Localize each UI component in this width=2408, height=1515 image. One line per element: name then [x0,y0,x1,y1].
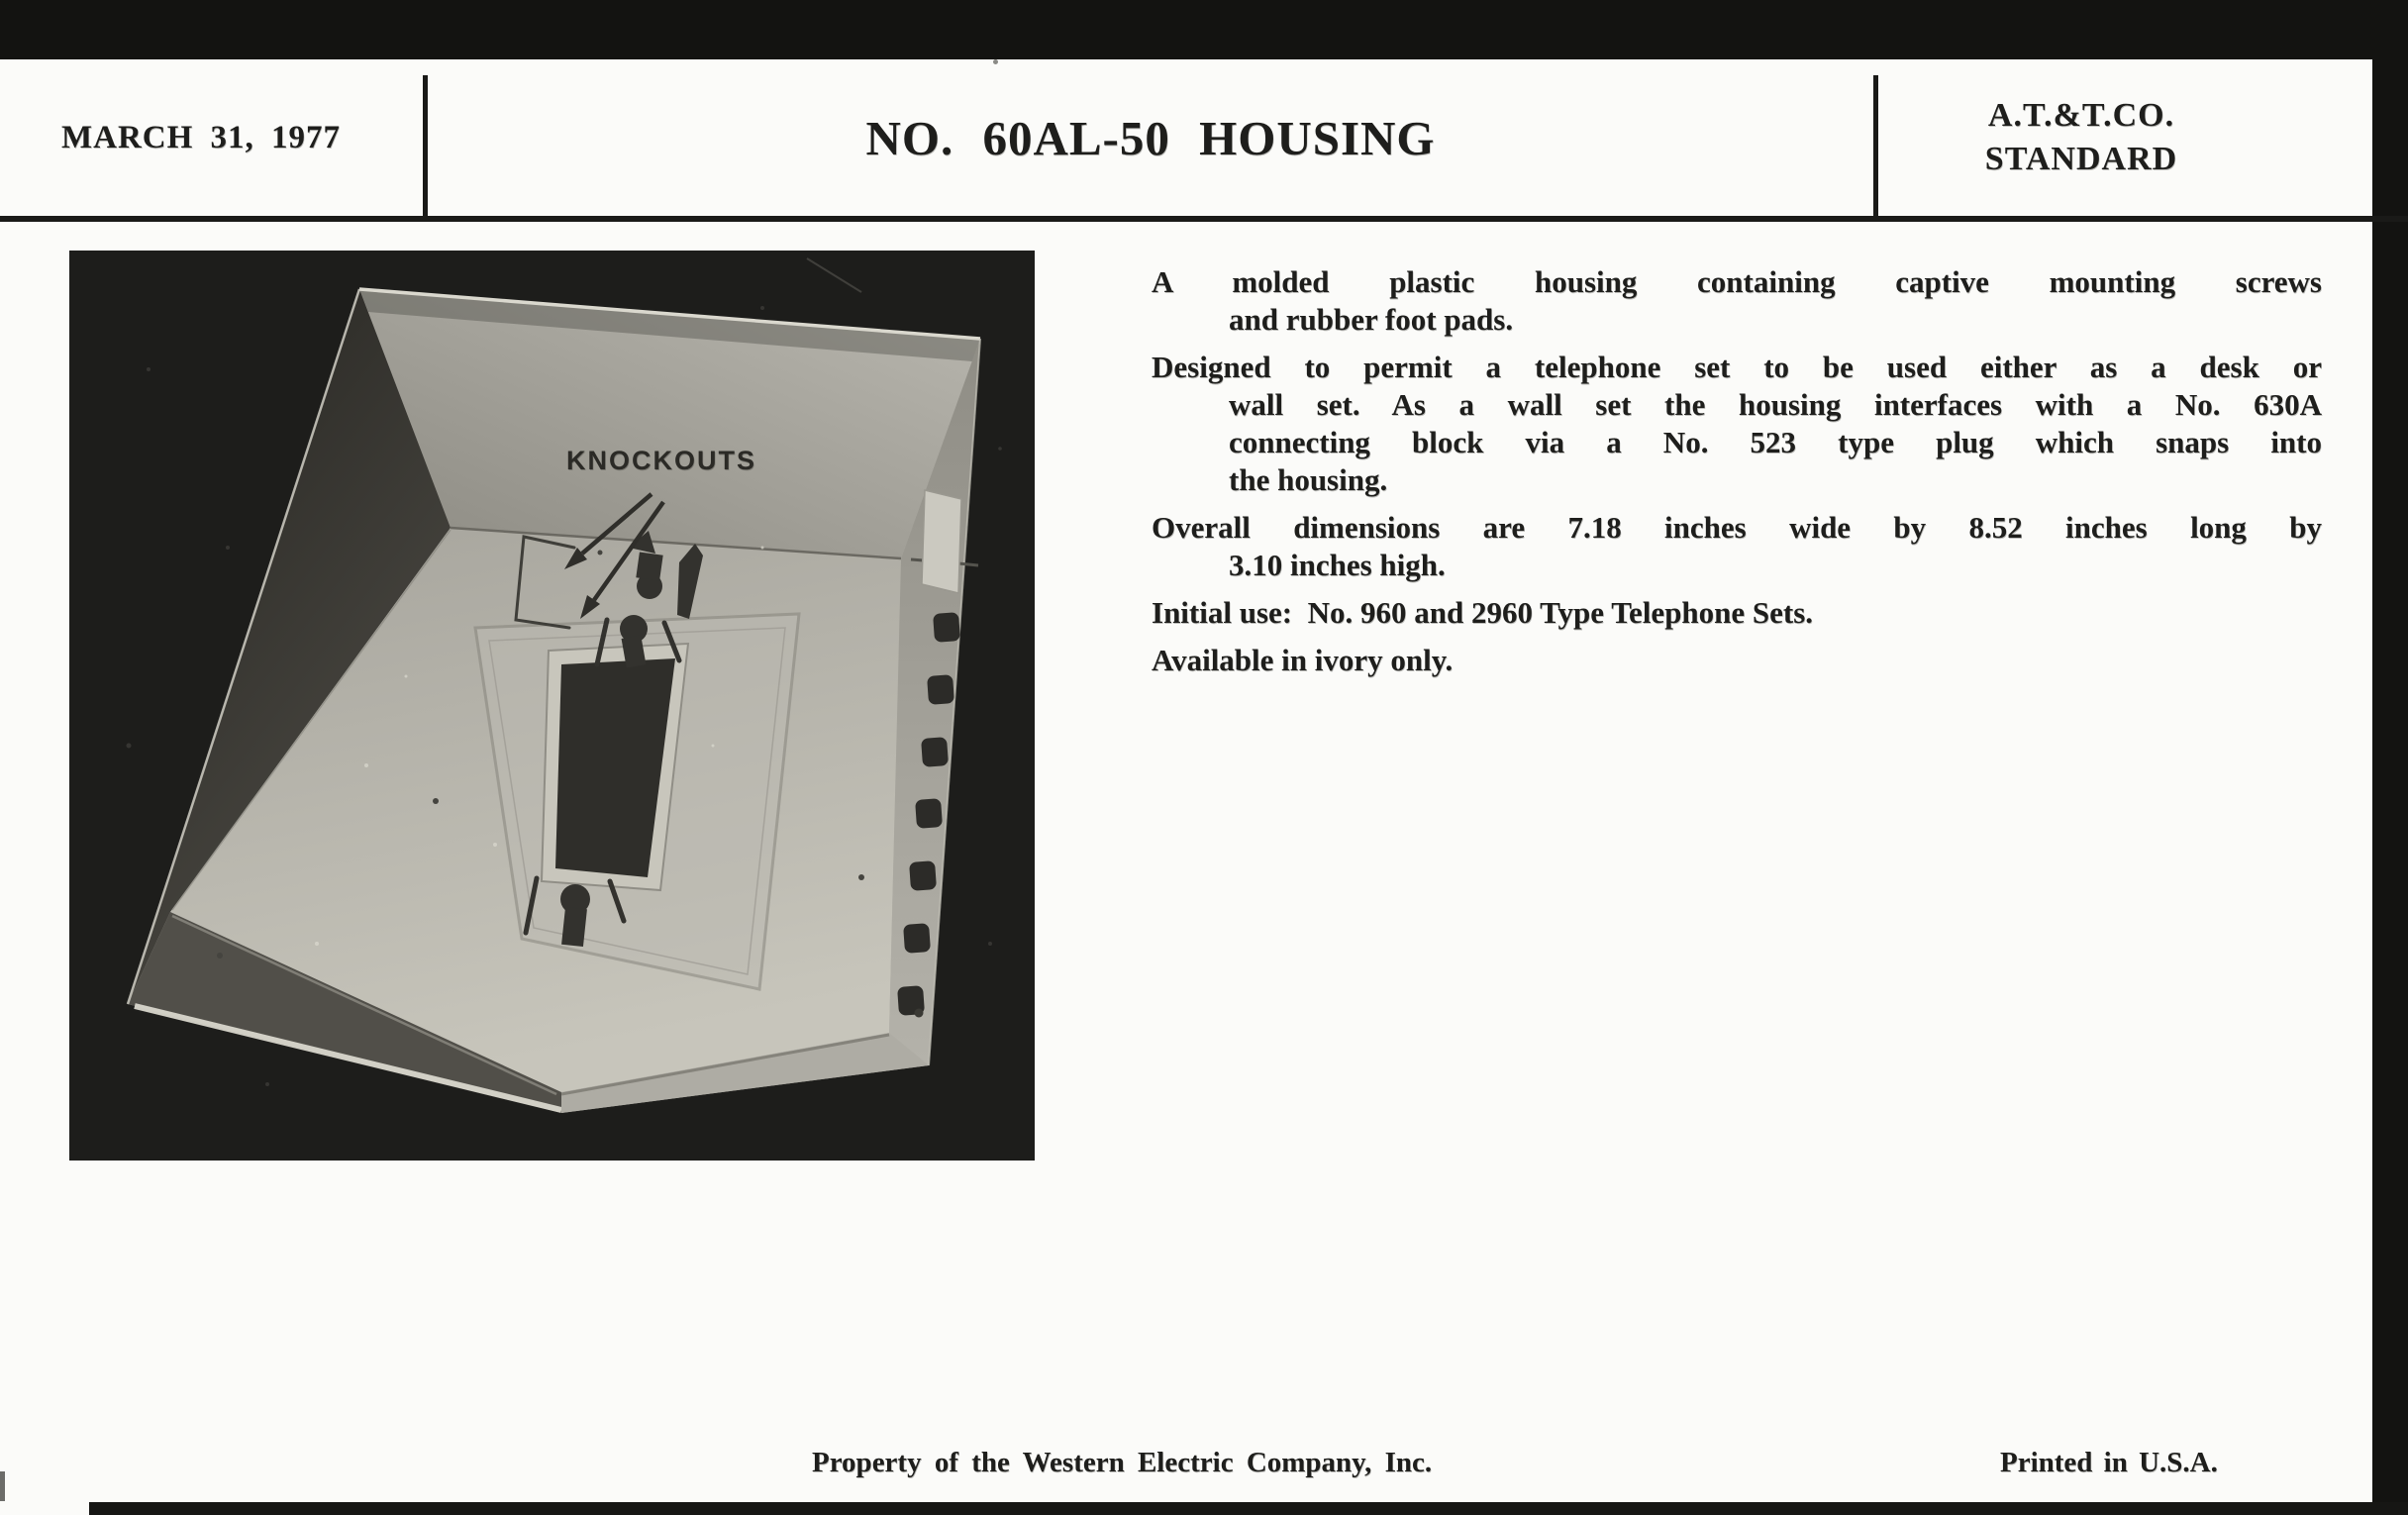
description [1152,263,2322,689]
standard-label-line2: STANDARD [1984,141,2178,177]
text-line: Available in ivory only. [1152,643,1454,677]
scan-edge-bottom [89,1502,2408,1515]
text-line: Overall dimensions are 7.18 inches wide by 8.52 inches long by [1152,510,2322,545]
scan-edge-right [2372,0,2408,1515]
footer-property-notice: Property of the Western Electric Company, Inc. [812,1447,1433,1478]
standard-label-line1: A.T.&T.CO. [1987,97,2175,134]
text-line: and rubber foot pads. [1229,302,1514,337]
text-line: wall set. As a wall set the housing interfaces with a No. 630A [1229,387,2322,422]
text-line: the housing. [1229,462,1388,497]
paragraph [1152,263,2322,339]
text-line: 3.10 inches high. [1229,548,1446,582]
header-standard [1873,59,2372,216]
text-line: Initial use: No. 960 and 2960 Type Telephone Sets. [1152,595,1814,630]
header-rule [0,216,2408,222]
paragraph [1152,509,2322,584]
knockouts-label: KNOCKOUTS [566,446,756,475]
text-line: connecting block via a No. 523 type plug which snaps into [1229,425,2322,459]
scan-edge-top [0,0,2408,59]
paragraph [1152,642,2322,679]
header-date: MARCH 31, 1977 [61,119,342,155]
housing-photo [69,251,1035,1161]
text-line: Designed to permit a telephone set to be used either as a desk or [1152,350,2322,384]
scan-speck-left [0,1471,5,1501]
paragraph [1152,349,2322,499]
paragraph [1152,594,2322,632]
footer-printed-notice: Printed in U.S.A. [2000,1447,2218,1478]
page-title: NO. 60AL-50 HOUSING [865,110,1436,165]
text-line: A molded plastic housing containing captive mounting screws [1152,264,2322,299]
